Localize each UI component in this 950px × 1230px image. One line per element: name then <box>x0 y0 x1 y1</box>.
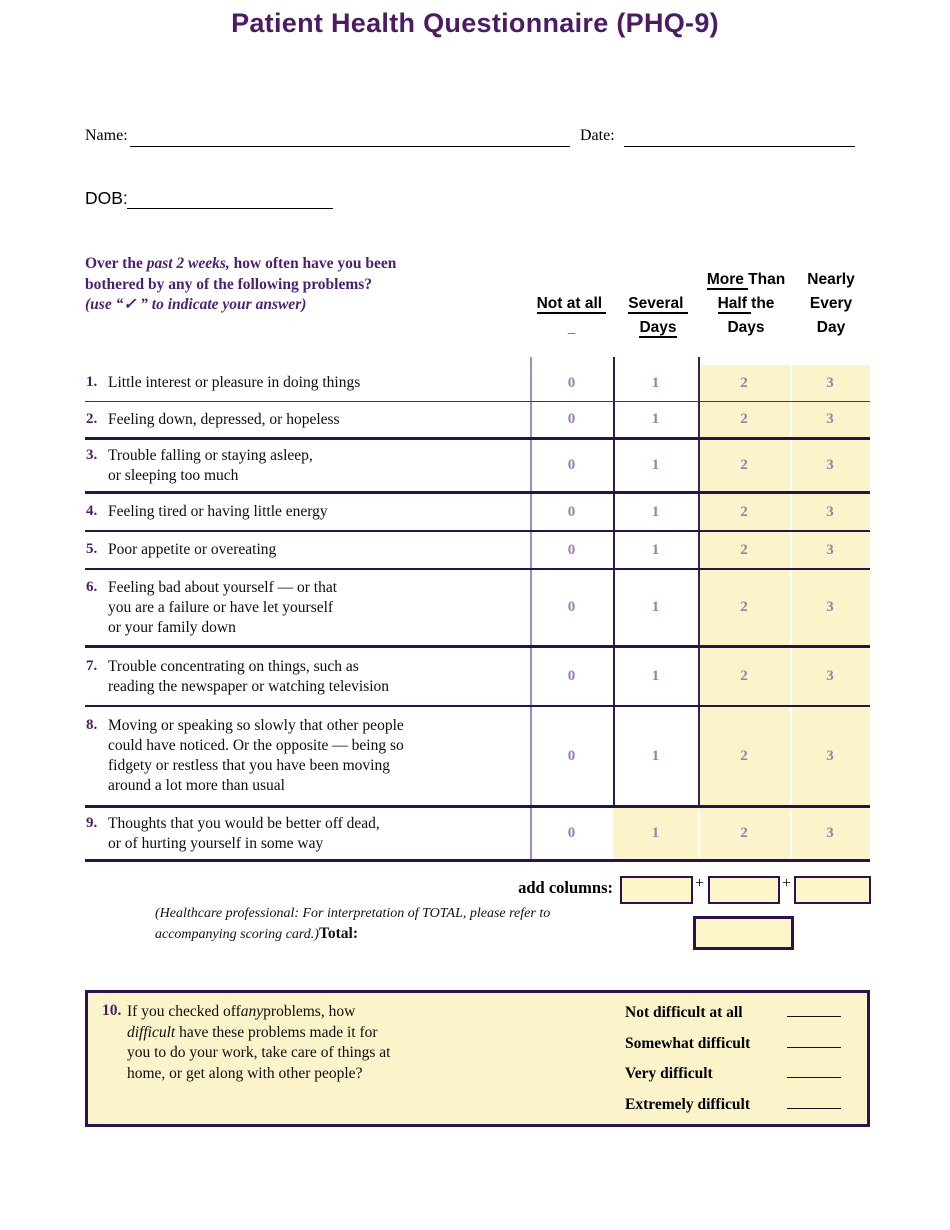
question-text: Feeling bad about yourself — or that you are a failure or have let yourself or your family down <box>108 578 338 636</box>
question-10-segment: problems, how <box>263 1003 356 1020</box>
question-cell <box>85 446 530 486</box>
option-label: Extremely difficult <box>625 1095 750 1113</box>
score-cell-q5-1[interactable]: 1 <box>651 541 660 558</box>
question-number: 3. <box>86 446 98 463</box>
score-cell-q4-1[interactable]: 1 <box>651 503 660 520</box>
header-not-at-all <box>528 292 615 340</box>
scoring-note <box>155 904 625 944</box>
instructions-line2: (use “✓ ” to indicate your answer) <box>85 296 307 313</box>
score-cell-q8-2[interactable]: 2 <box>740 747 748 764</box>
question-number: 6. <box>86 578 98 595</box>
question-row-9 <box>85 808 870 862</box>
question-row-3 <box>85 440 870 494</box>
score-cell-q3-1[interactable]: 1 <box>651 457 660 473</box>
question-number: 4. <box>86 503 98 519</box>
score-cell-q2-2[interactable]: 2 <box>740 411 748 427</box>
score-cell-q8-0[interactable]: 0 <box>567 747 576 764</box>
score-cell-q7-3[interactable]: 3 <box>826 668 834 684</box>
option-label: Very difficult <box>625 1065 713 1082</box>
option-blank[interactable] <box>787 1064 841 1078</box>
question-cell <box>85 502 530 522</box>
option-blank[interactable] <box>787 1095 841 1109</box>
question-row-5 <box>85 532 870 570</box>
score-cell-q7-2[interactable]: 2 <box>740 668 748 684</box>
question-10-number: 10. <box>102 1002 122 1019</box>
header-more-than-half <box>700 268 792 340</box>
question-row-2 <box>85 402 870 440</box>
instructions-seg3: how often have you been bothered by any of the following problems? <box>85 255 397 293</box>
score-cell-q1-0[interactable]: 0 <box>567 374 576 391</box>
score-cell-q2-3[interactable]: 3 <box>826 411 834 427</box>
question-cell <box>85 540 530 560</box>
add-columns-label: add columns: <box>518 878 613 897</box>
question-10-segment: home, or get along with other people? <box>127 1064 363 1082</box>
question-cell <box>85 814 530 854</box>
option-blank[interactable] <box>787 1034 841 1048</box>
question-number: 2. <box>86 410 98 427</box>
score-cell-q1-3[interactable]: 3 <box>826 374 834 391</box>
header-text: Not at all <box>536 295 607 312</box>
score-cell-q8-3[interactable]: 3 <box>826 747 834 764</box>
scoring-note-text: (Healthcare professional: For interpretation of TOTAL, please refer to accompanying scoring card.) <box>155 906 551 942</box>
instructions-seg2: past 2 weeks, <box>146 255 230 272</box>
header-text: Than <box>748 271 786 288</box>
question-10-segment: difficult <box>127 1023 176 1041</box>
score-cell-q3-0[interactable]: 0 <box>567 457 576 473</box>
plus-sign-2: + <box>782 875 792 892</box>
question-text: Little interest or pleasure in doing things <box>108 374 361 391</box>
question-text: Feeling tired or having little energy <box>108 503 328 520</box>
header-text: Every <box>809 295 853 312</box>
score-cell-q4-0[interactable]: 0 <box>567 503 576 520</box>
score-cell-q9-1[interactable]: 1 <box>651 825 660 841</box>
score-cell-q8-1[interactable]: 1 <box>651 747 660 764</box>
score-cell-q9-3[interactable]: 3 <box>826 825 834 841</box>
question-text: Moving or speaking so slowly that other people could have noticed. Or the opposite — being so fidgety or restless that you have been moving around a lot more than usual <box>108 717 404 794</box>
header-text: _ <box>567 320 576 335</box>
date-input-line[interactable] <box>624 146 855 147</box>
question-row-8 <box>85 707 870 808</box>
question-row-7 <box>85 648 870 707</box>
score-cell-q3-3[interactable]: 3 <box>826 457 834 473</box>
dob-label: DOB: <box>85 188 128 208</box>
question-10-text <box>127 1002 472 1084</box>
header-text: Several <box>628 295 688 312</box>
question-number: 1. <box>86 374 98 390</box>
question-cell <box>85 578 530 638</box>
question-10-options <box>625 1003 841 1125</box>
score-cell-q5-3[interactable]: 3 <box>826 541 834 558</box>
question-number: 5. <box>86 541 98 557</box>
question-10-segment: any <box>240 1003 264 1020</box>
question-table <box>85 357 870 862</box>
sum-box-2[interactable] <box>708 876 780 904</box>
header-text: Days <box>639 319 677 336</box>
question-rows <box>85 365 870 862</box>
question-text: Thoughts that you would be better off dead, or of hurting yourself in some way <box>108 814 380 852</box>
question-text: Feeling down, depressed, or hopeless <box>108 410 340 428</box>
question-cell <box>85 410 530 430</box>
option-row-3 <box>625 1064 841 1084</box>
option-label: Not difficult at all <box>625 1004 743 1021</box>
question-10-segment: you to do your work, take care of things at <box>127 1044 391 1061</box>
option-blank[interactable] <box>787 1003 841 1017</box>
header-text: Day <box>816 319 846 336</box>
score-cell-q6-3[interactable]: 3 <box>826 599 834 615</box>
instructions-seg1: Over the <box>85 255 147 272</box>
name-input-line[interactable] <box>130 146 570 147</box>
total-label: Total: <box>318 924 358 942</box>
score-cell-q9-0[interactable]: 0 <box>567 825 576 841</box>
score-cell-q4-2[interactable]: 2 <box>740 503 748 520</box>
plus-sign-1: + <box>695 875 705 892</box>
sum-box-3[interactable] <box>794 876 871 904</box>
question-row-1 <box>85 365 870 402</box>
instructions <box>85 254 443 316</box>
question-cell <box>85 373 530 393</box>
question-cell <box>85 716 530 796</box>
score-cell-q5-0[interactable]: 0 <box>567 541 576 558</box>
question-number: 7. <box>86 657 98 674</box>
option-row-2 <box>625 1034 841 1054</box>
option-row-1 <box>625 1003 841 1023</box>
header-text: More <box>706 271 749 288</box>
header-text: Half <box>717 295 752 312</box>
score-cell-q2-1[interactable]: 1 <box>651 411 660 427</box>
score-cell-q7-1[interactable]: 1 <box>651 668 660 684</box>
score-cell-q7-0[interactable]: 0 <box>567 668 576 684</box>
header-text: Nearly <box>807 271 855 288</box>
question-text: Trouble concentrating on things, such as reading the newspaper or watching television <box>108 657 390 695</box>
date-label: Date: <box>580 127 615 144</box>
header-nearly-every-day <box>792 268 870 340</box>
score-cell-q4-3[interactable]: 3 <box>826 503 834 520</box>
score-cell-q2-0[interactable]: 0 <box>567 411 576 427</box>
question-text: Trouble falling or staying asleep, or sleeping too much <box>108 446 313 484</box>
question-10-segment: have these problems made it for <box>175 1023 378 1041</box>
header-text: Days <box>727 319 765 336</box>
total-box[interactable] <box>693 916 794 950</box>
sum-box-1[interactable] <box>620 876 693 904</box>
question-number: 9. <box>86 814 98 831</box>
name-label: Name: <box>85 127 128 144</box>
question-row-6 <box>85 570 870 648</box>
score-cell-q1-2[interactable]: 2 <box>740 374 748 391</box>
option-label: Somewhat difficult <box>625 1034 751 1052</box>
header-text: the <box>751 295 775 312</box>
question-cell <box>85 657 530 697</box>
score-cell-q5-2[interactable]: 2 <box>740 541 748 558</box>
score-cell-q6-1[interactable]: 1 <box>651 599 660 615</box>
score-cell-q9-2[interactable]: 2 <box>740 825 748 841</box>
score-cell-q1-1[interactable]: 1 <box>651 374 660 391</box>
question-10-box <box>85 990 870 1127</box>
question-row-4 <box>85 494 870 532</box>
dob-input-line[interactable] <box>127 208 333 209</box>
header-several-days <box>615 292 701 340</box>
question-10-segment: If you checked off <box>127 1003 241 1020</box>
page-title: Patient Health Questionnaire (PHQ-9) <box>231 8 719 38</box>
score-cell-q6-2[interactable]: 2 <box>740 599 748 615</box>
score-cell-q3-2[interactable]: 2 <box>740 457 748 473</box>
question-number: 8. <box>86 717 98 733</box>
question-text: Poor appetite or overeating <box>108 541 277 558</box>
score-cell-q6-0[interactable]: 0 <box>567 599 576 615</box>
option-row-4 <box>625 1095 841 1115</box>
